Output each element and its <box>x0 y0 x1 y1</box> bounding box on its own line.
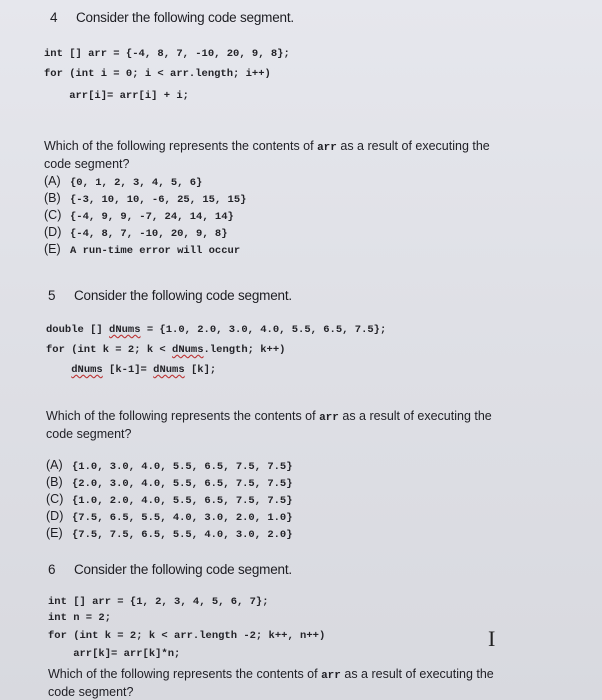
option-value: {7.5, 6.5, 5.5, 4.0, 3.0, 2.0, 1.0} <box>72 512 293 524</box>
question-4-option-c[interactable] <box>44 206 246 223</box>
option-value: {1.0, 2.0, 4.0, 5.5, 6.5, 7.5, 7.5} <box>72 495 293 507</box>
question-5-heading-text: Consider the following code segment. <box>74 288 292 303</box>
option-value: {-4, 8, 7, -10, 20, 9, 8} <box>70 228 228 240</box>
spellcheck-flag: dNums <box>172 344 204 356</box>
question-5-option-b[interactable] <box>46 473 293 490</box>
question-5-code-line-2: for (int k = 2; k < dNums.length; k++) <box>46 344 286 356</box>
question-5-code-line-3: dNums [k-1]= dNums [k]; <box>71 364 217 376</box>
option-value: {7.5, 7.5, 6.5, 5.5, 4.0, 3.0, 2.0} <box>72 529 293 541</box>
spellcheck-flag: dNums <box>153 364 185 376</box>
option-label: (C) <box>46 492 64 506</box>
question-4-option-b[interactable] <box>44 189 246 206</box>
question-6-prompt-suffix: as a result of executing the <box>340 667 494 681</box>
option-label: (A) <box>46 458 63 472</box>
question-4-prompt-code: arr <box>317 142 337 154</box>
spellcheck-flag: dNums <box>109 324 141 336</box>
question-4-code-line-2: for (int i = 0; i < arr.length; i++) <box>44 68 271 80</box>
option-label: (E) <box>44 242 61 256</box>
option-label: (B) <box>46 475 63 489</box>
option-label: (E) <box>46 526 63 540</box>
option-label: (A) <box>44 174 61 188</box>
question-4-prompt <box>44 138 574 172</box>
text-cursor-icon: I <box>488 626 496 651</box>
question-6-prompt-code: arr <box>321 670 341 682</box>
question-5-heading <box>48 288 292 303</box>
option-label: (D) <box>46 509 64 523</box>
option-value: {1.0, 3.0, 4.0, 5.5, 6.5, 7.5, 7.5} <box>72 461 293 473</box>
question-4-options <box>44 172 246 257</box>
question-6-prompt-prefix: Which of the following represents the contents of <box>48 667 322 681</box>
question-4-prompt-suffix: as a result of executing the <box>336 139 490 153</box>
question-5-prompt-suffix: as a result of executing the <box>338 409 492 423</box>
question-6-heading <box>48 562 292 577</box>
question-5-number: 5 <box>48 288 56 303</box>
question-4-option-a[interactable] <box>44 172 246 189</box>
question-4-prompt-prefix: Which of the following represents the contents of <box>44 139 318 153</box>
option-value: {2.0, 3.0, 4.0, 5.5, 6.5, 7.5, 7.5} <box>72 478 293 490</box>
question-5-prompt-prefix: Which of the following represents the contents of <box>46 409 320 423</box>
question-6-prompt-line-2: code segment? <box>48 685 134 699</box>
option-label: (D) <box>44 225 62 239</box>
question-6-code-line-1: int [] arr = {1, 2, 3, 4, 5, 6, 7}; <box>48 596 269 608</box>
question-5-option-c[interactable] <box>46 490 293 507</box>
question-4-code-line-1: int [] arr = {-4, 8, 7, -10, 20, 9, 8}; <box>44 48 290 60</box>
question-4-heading <box>50 10 294 25</box>
question-4-heading-text: Consider the following code segment. <box>76 10 294 25</box>
option-value: A run-time error will occur <box>70 245 241 257</box>
question-6-prompt <box>48 666 578 700</box>
question-4-option-e[interactable] <box>44 240 246 257</box>
question-4-code-line-3: arr[i]= arr[i] + i; <box>44 90 189 102</box>
question-5-option-e[interactable] <box>46 524 293 541</box>
option-value: {-3, 10, 10, -6, 25, 15, 15} <box>70 194 247 206</box>
option-value: {-4, 9, 9, -7, 24, 14, 14} <box>70 211 234 223</box>
question-4-prompt-line-2: code segment? <box>44 157 130 171</box>
question-5-prompt-code: arr <box>319 412 339 424</box>
question-5-code-line-1: double [] dNums = {1.0, 2.0, 3.0, 4.0, 5.5, 6.5, 7.5}; <box>46 324 387 336</box>
question-4-number: 4 <box>50 10 58 25</box>
question-4-option-d[interactable] <box>44 223 246 240</box>
option-value: {0, 1, 2, 3, 4, 5, 6} <box>70 177 203 189</box>
question-5-options <box>46 456 293 541</box>
spellcheck-flag: dNums <box>71 364 103 376</box>
question-6-code-line-4: arr[k]= arr[k]*n; <box>48 648 181 660</box>
question-5-prompt-line-2: code segment? <box>46 427 132 441</box>
question-5-option-d[interactable] <box>46 507 293 524</box>
question-6-code-line-2: int n = 2; <box>48 612 112 624</box>
option-label: (C) <box>44 208 62 222</box>
option-label: (B) <box>44 191 61 205</box>
question-6-code-line-3: for (int k = 2; k < arr.length -2; k++, n++) <box>48 630 326 642</box>
question-5-option-a[interactable] <box>46 456 293 473</box>
question-5-prompt <box>46 408 576 442</box>
question-6-number: 6 <box>48 562 56 577</box>
question-6-heading-text: Consider the following code segment. <box>74 562 292 577</box>
